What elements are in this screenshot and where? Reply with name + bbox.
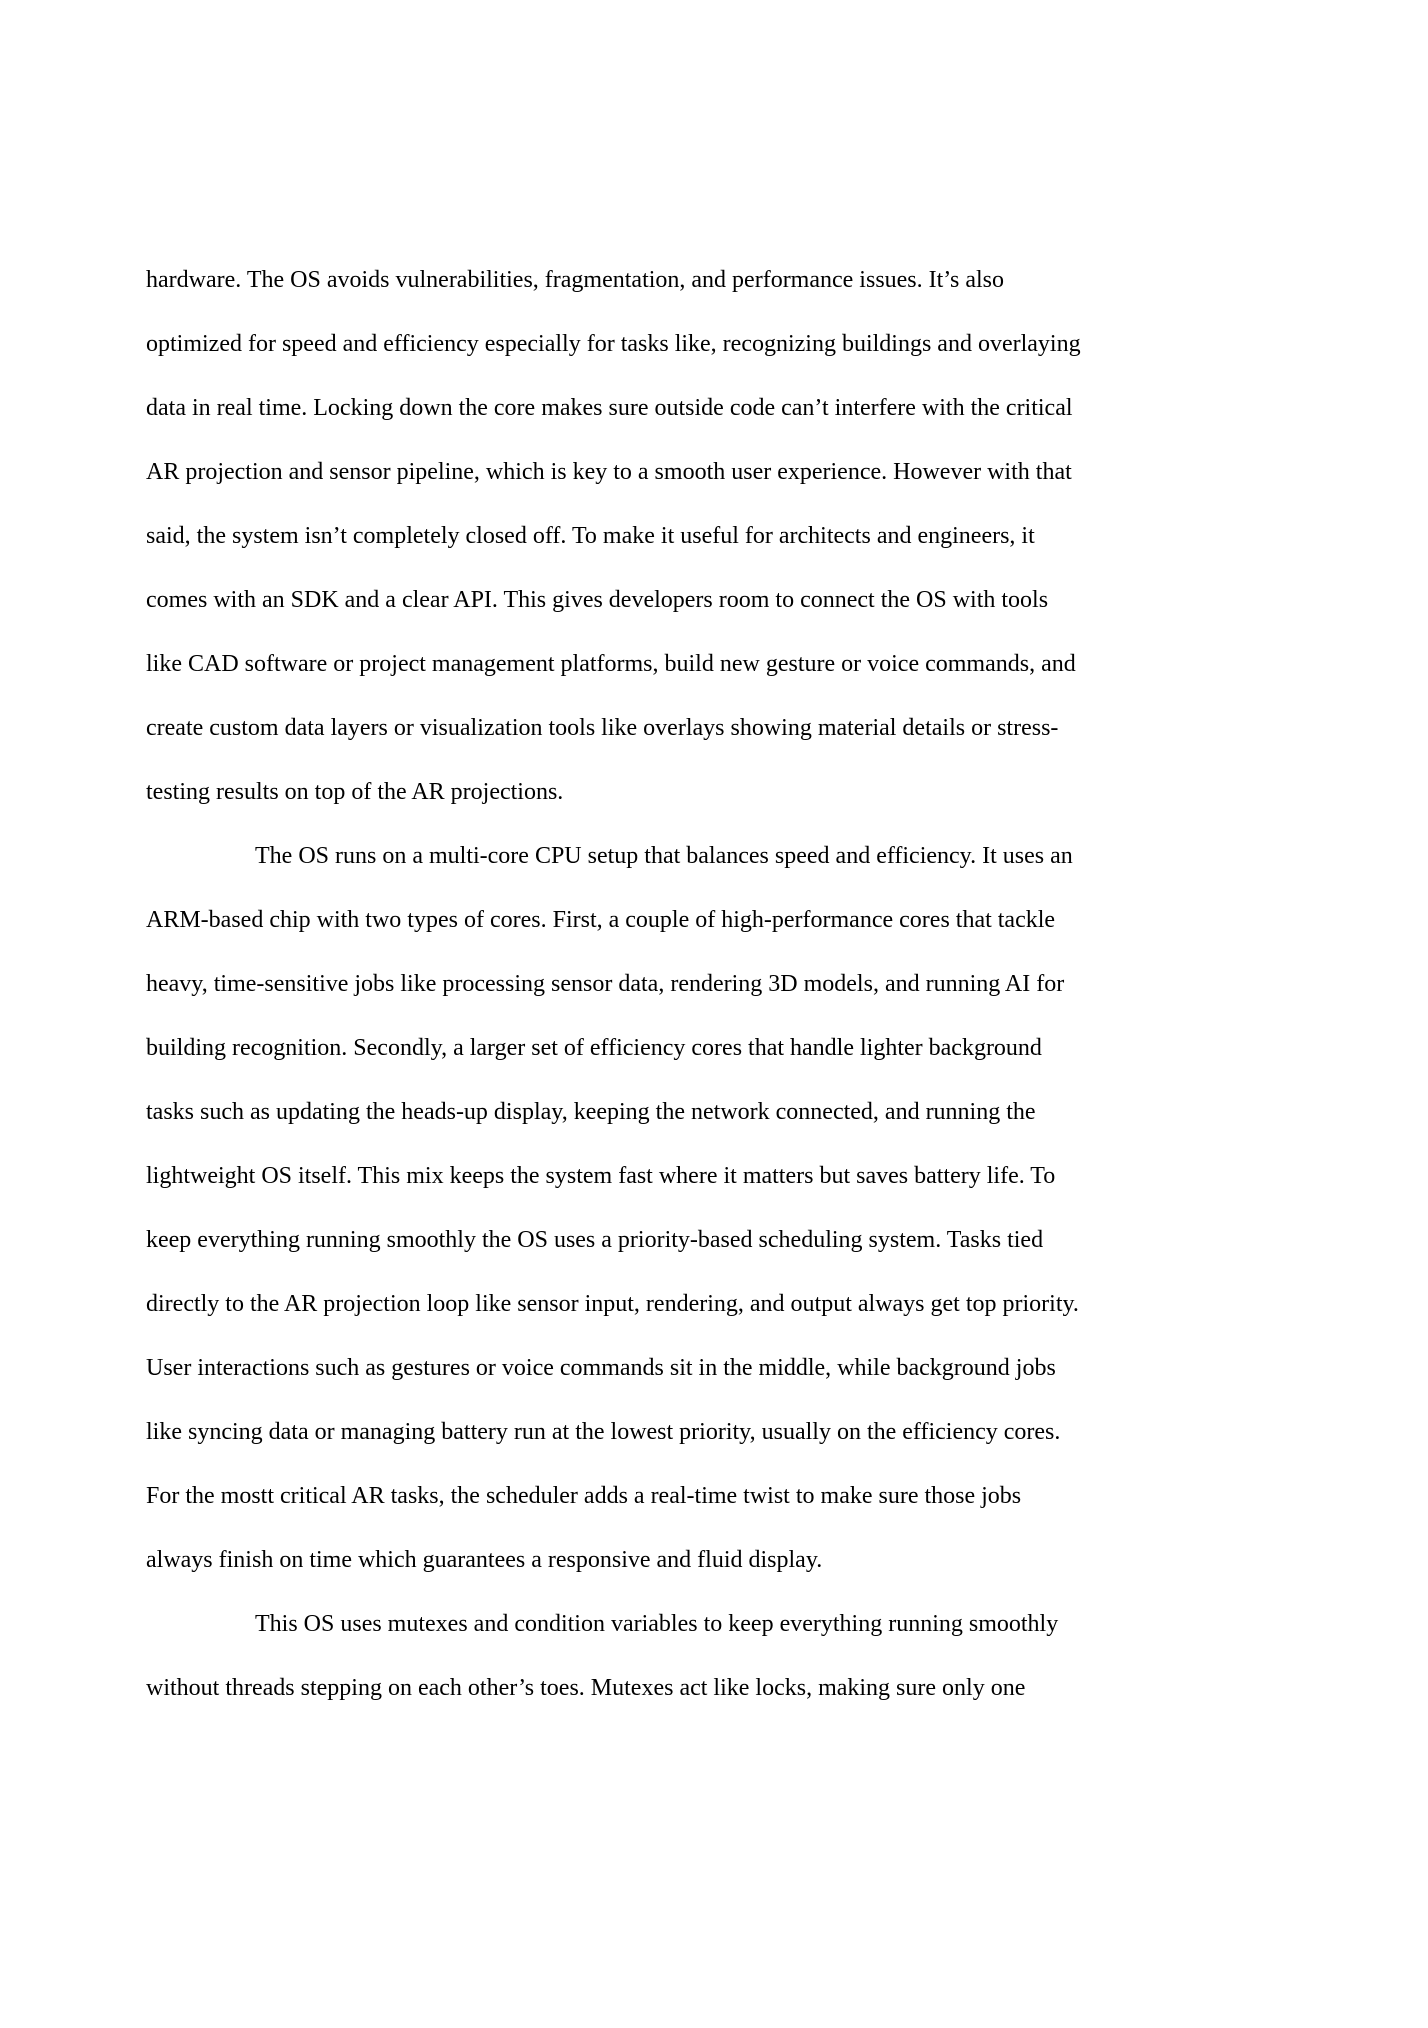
- text-line: always finish on time which guarantees a responsive and fluid display.: [146, 1547, 823, 1573]
- text-line: AR projection and sensor pipeline, which is key to a smooth user experience. However with that: [146, 459, 1072, 485]
- paragraph: [146, 1592, 1276, 1720]
- text-line: heavy, time-sensitive jobs like processing sensor data, rendering 3D models, and running AI for: [146, 971, 1065, 997]
- text-line: keep everything running smoothly the OS uses a priority-based scheduling system. Tasks tied: [146, 1227, 1044, 1253]
- text-line: data in real time. Locking down the core makes sure outside code can’t interfere with the critical: [146, 395, 1073, 421]
- text-line: create custom data layers or visualization tools like overlays showing material details or stress-: [146, 715, 1059, 741]
- paragraph: [146, 824, 1276, 1592]
- paragraph: [146, 248, 1276, 824]
- text-line: testing results on top of the AR projections.: [146, 779, 564, 805]
- text-line: This OS uses mutexes and condition variables to keep everything running smoothly: [255, 1611, 1059, 1637]
- text-line: like syncing data or managing battery run at the lowest priority, usually on the efficiency cores.: [146, 1419, 1061, 1445]
- text-block: [146, 248, 1276, 1720]
- text-line: directly to the AR projection loop like sensor input, rendering, and output always get top priority.: [146, 1291, 1079, 1317]
- text-line: ARM-based chip with two types of cores. First, a couple of high-performance cores that tackle: [146, 907, 1056, 933]
- text-line: The OS runs on a multi-core CPU setup that balances speed and efficiency. It uses an: [255, 843, 1073, 869]
- text-line: comes with an SDK and a clear API. This gives developers room to connect the OS with tools: [146, 587, 1049, 613]
- text-line: For the mostt critical AR tasks, the scheduler adds a real-time twist to make sure those jobs: [146, 1483, 1022, 1509]
- text-line: hardware. The OS avoids vulnerabilities, fragmentation, and performance issues. It’s also: [146, 267, 1004, 293]
- text-line: tasks such as updating the heads-up display, keeping the network connected, and running the: [146, 1099, 1036, 1125]
- text-line: without threads stepping on each other’s toes. Mutexes act like locks, making sure only one: [146, 1675, 1026, 1701]
- text-line: User interactions such as gestures or voice commands sit in the middle, while background jobs: [146, 1355, 1056, 1381]
- text-line: like CAD software or project management platforms, build new gesture or voice commands, and: [146, 651, 1076, 677]
- text-line: lightweight OS itself. This mix keeps the system fast where it matters but saves battery life. To: [146, 1163, 1056, 1189]
- text-line: building recognition. Secondly, a larger set of efficiency cores that handle lighter background: [146, 1035, 1042, 1061]
- text-line: optimized for speed and efficiency especially for tasks like, recognizing buildings and overlaying: [146, 331, 1081, 357]
- text-line: said, the system isn’t completely closed off. To make it useful for architects and engineers, it: [146, 523, 1035, 549]
